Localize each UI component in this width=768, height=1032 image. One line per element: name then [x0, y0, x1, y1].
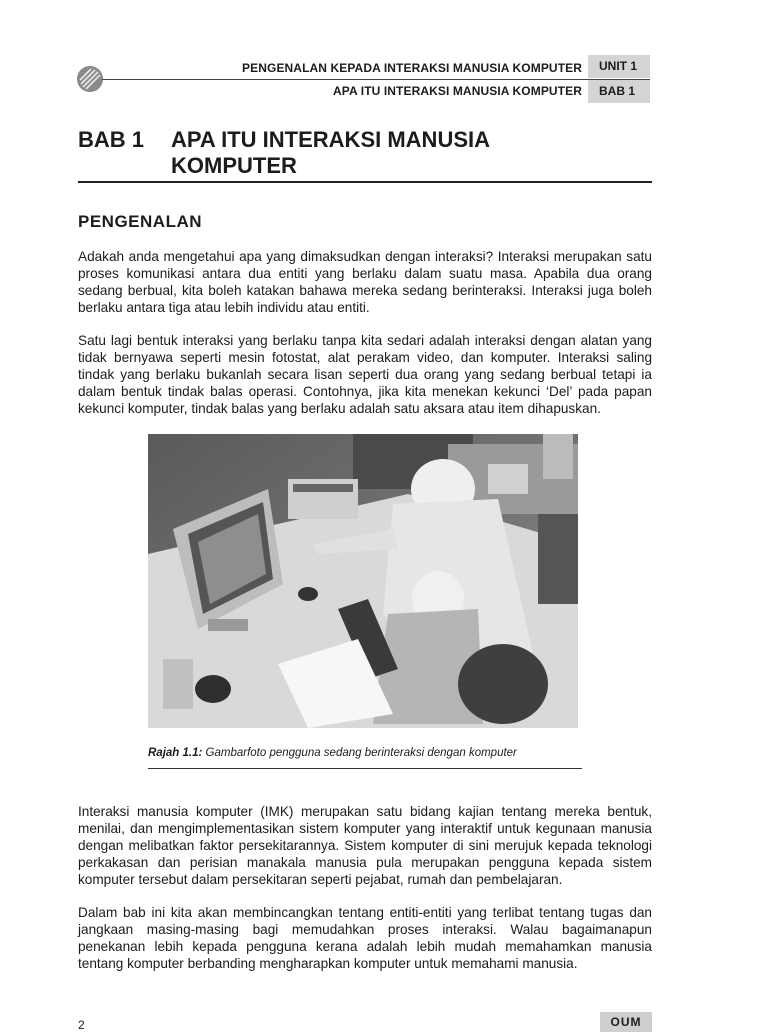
paragraph-1: Adakah anda mengetahui apa yang dimaksudkan dengan interaksi? Interaksi merupakan satu proses komunikasi antara dua entiti yang berlaku dalam suatu masa. Apabila dua orang sedang berbual, kita boleh katakan bahawa mereka sedang berinteraksi. Interaksi juga boleh berlaku antara tiga atau lebih individu atau entiti.: [78, 249, 652, 315]
paragraph-2: Satu lagi bentuk interaksi yang berlaku tanpa kita sedari adalah interaksi dengan alatan yang tidak bernyawa seperti mesin fotostat, alat perakam video, dan komputer. Interaksi saling tindak yang berlaku bukanlah secara lisan seperti dua orang yang sedang berbual tetapi ia dalam bentuk tindak balas operasi. Contohnya, jika kita menekan kekunci ‘Del’ pada papan kekunci komputer, tindak balas yang berlaku adalah satu aksara atau item dihapuskan.: [78, 333, 652, 416]
chapter-number: BAB 1: [78, 127, 145, 152]
page-number: 2: [78, 1018, 85, 1032]
figure-photo: [148, 434, 578, 728]
university-logo-icon: [77, 66, 103, 92]
publisher-tag: OUM: [600, 1012, 652, 1032]
figure-label: Rajah 1.1:: [148, 747, 203, 759]
section-heading: PENGENALAN: [78, 212, 203, 231]
figure-caption: [148, 747, 582, 759]
paragraph-3: Interaksi manusia komputer (IMK) merupakan satu bidang kajian tentang mereka bentuk, menilai, dan mengimplementasikan sistem komputer yang interaktif untuk kegunaan manusia dengan melibatkan faktor persekitarannya. Sistem komputer di sini merujuk kepada teknologi perkakasan dan perisian manakala manusia pula merupakan pengguna kepada sistem komputer tersebut dalam persekitaran seperti pejabat, rumah dan pembelajaran.: [78, 804, 652, 887]
caption-rule: [148, 768, 582, 769]
paragraph-4: Dalam bab ini kita akan membincangkan tentang entiti-entiti yang terlibat tentang tugas dan jangkaan masing-masing bagi memudahkan proses interaksi. Walau bagaimanapun penekanan lebih kepada pengguna kerana adalah lebih mudah memahamkan manusia tentang komputer berbanding mengharapkan komputer untuk memahami manusia.: [78, 905, 652, 971]
header-course-title: PENGENALAN KEPADA INTERAKSI MANUSIA KOMPUTER: [242, 61, 582, 75]
figure-caption-text: Gambarfoto pengguna sedang berinteraksi dengan komputer: [205, 747, 517, 759]
header-chapter-tag: BAB 1: [588, 80, 650, 103]
chapter-title: APA ITU INTERAKSI MANUSIA KOMPUTER: [171, 127, 490, 178]
header-chapter-title: APA ITU INTERAKSI MANUSIA KOMPUTER: [333, 84, 582, 98]
header-unit-tag: UNIT 1: [588, 55, 650, 78]
chapter-title-rule: [78, 181, 652, 183]
header-rule: [102, 79, 650, 80]
